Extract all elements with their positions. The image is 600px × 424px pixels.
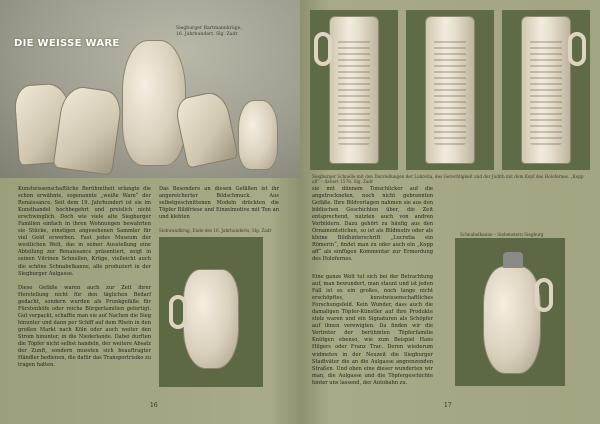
- schnelle-jug: [425, 16, 475, 164]
- schnelle-jug: [521, 16, 571, 164]
- text-column: [312, 186, 433, 271]
- pierced-jug: [183, 269, 239, 369]
- page-number: 17: [444, 402, 452, 409]
- section-title: DIE WEISSE WARE: [14, 38, 120, 49]
- photo-caption: Siegburger Schnelle mit den Darstellungen der Lukretia, des Gerechtigkeit und der Judith mit dem Kopf des Holofernes. „Kopp aff“ – datiert 1578. Slg. Zadr: [312, 174, 584, 185]
- photo-caption: Siegburger Bartmannkrüge, 16. Jahrhundert. Slg. Zadr: [176, 26, 242, 37]
- photo-schnelle-2: [406, 10, 494, 170]
- text-column: [159, 186, 279, 228]
- page-number: 16: [150, 402, 158, 409]
- schnelle-jug: [329, 16, 379, 164]
- paragraph: Eine ganze Welt tut sich bei der Betrachtung auf, man bewundert, man staunt und ist jeden Fall ist es ein großes, noch lange nicht erschöpftes, kunstwissenschaftliches Forschungsfeld. Kein Wunder, dass auch die damaligen Töpfer-Künstler auf ihre Produkte stolz waren und ein Signaturen als Schöpfer auf ihnen verewigten. Da finden wir die Vertreter der berühmten Töpferfamilie Knütgen ebenso, wie zum Beispiel Hans Hilgers oder Franz Trac. Deren wiederum widmeten in der Neuzeit die Siegburger Stadtväter die an die Aulgasse angrenzenden Straßen. Und oben eine dieser wunderten wir man, die Aulgasse und die Töpfergeschichte hinter uns lassend, der Autobahn zu.: [312, 274, 433, 386]
- beak-jug: [483, 266, 541, 374]
- pewter-lid: [503, 252, 523, 268]
- jug-handle: [535, 278, 553, 312]
- photo-caption: Schnabelkanne – Siebenstern Siegburg: [460, 232, 544, 237]
- right-page: [300, 0, 600, 424]
- text-column: [312, 274, 433, 394]
- photo-schnelle-1: [310, 10, 398, 170]
- jug-handle: [314, 32, 332, 66]
- small-jug: [238, 100, 278, 170]
- paragraph: Kunstwissenschaftliche Berühmtheit erlangte die schon erwähnte, sogenannte „weiße Ware“ der Renaissance. Seit dem 19. Jahrhundert ist sie im Kunsthandel hochbegehrt und preislich nicht erschwinglich. Doch wie viele alte Siegburger Familien einfach in ihren Wohnungen bewahrten sie Stücke, einstigen angesehenen Sammler für viel Geld erwerben. Fast jedes Museum der westlichen Welt, das in seiner Ausstellung eine Abteilung zur Renaissance präsentiert, zeigt in seinen Vitrinen Schnellen, Krüge, vielleicht auch die schöne Schnabelkanne, alle produziert in der Siegburger Aulgasse.: [18, 186, 151, 277]
- paragraph: Diese Gefäße waren auch zur Zeit ihrer Herstellung nicht für den täglichen Bedarf gedacht, sondern wurden als Prunkgefäße für Fürstenhöfe oder reiche Bürgerfamilien gefertigt. Gut verpackt, schaffte man sie auf Nachen die Sieg hinunter und dann per Schiff auf dem Rhein in den großen Markt nach Köln oder auch weiter den Strom hinunter, in die Niederlande. Dabei durften die Töpfer nicht selbst handeln, der weitere Absatz der Zunft, sondern mussten sich beauftragter Händler bedienen, die dafür das Transportrisiko zu tragen hatten.: [18, 284, 151, 369]
- paragraph: Das Besondere an diesen Gefäßen ist ihr angereicherter Bildschmuck. Aus selbstgeschnittenen Modeln drückten die Töpfer Bildfriese und Einzelmotive mit Ton an und klebten: [159, 186, 279, 221]
- photo-caption: Siebwandkrug, Ende des 16. Jahrhunderts, Slg. Zadr: [159, 228, 272, 233]
- jug-fragment: [173, 89, 238, 168]
- jug-handle: [169, 295, 187, 329]
- bartmann-jug: [122, 40, 186, 166]
- paragraph: sie mit dünnem Tonschlicker auf die angetrockneten, noch nicht gebrannten Gefäße. Ihre Bildvorlagen nahmen sie aus den biblischen Geschichten über, die Zeit entsprechend, nutzten auch von andren Vorbildern. Dazu gehört zu häufig aus den Ornamentstichen, so ist als Bildmotiv oder als kleine Bildhinterschrift „Lucretia ein Römerin“, findet man zu oder auch ein „Kopp aff“ als einfügen Kommentar zur Ermordung des Holofernes.: [312, 186, 433, 263]
- photo-white-ware-group: [0, 0, 300, 178]
- photo-pierced-jug: [159, 237, 263, 387]
- jug-handle: [568, 32, 586, 66]
- photo-schnelle-3: [502, 10, 590, 170]
- photo-beak-jug: [455, 238, 565, 386]
- text-column: [18, 186, 151, 376]
